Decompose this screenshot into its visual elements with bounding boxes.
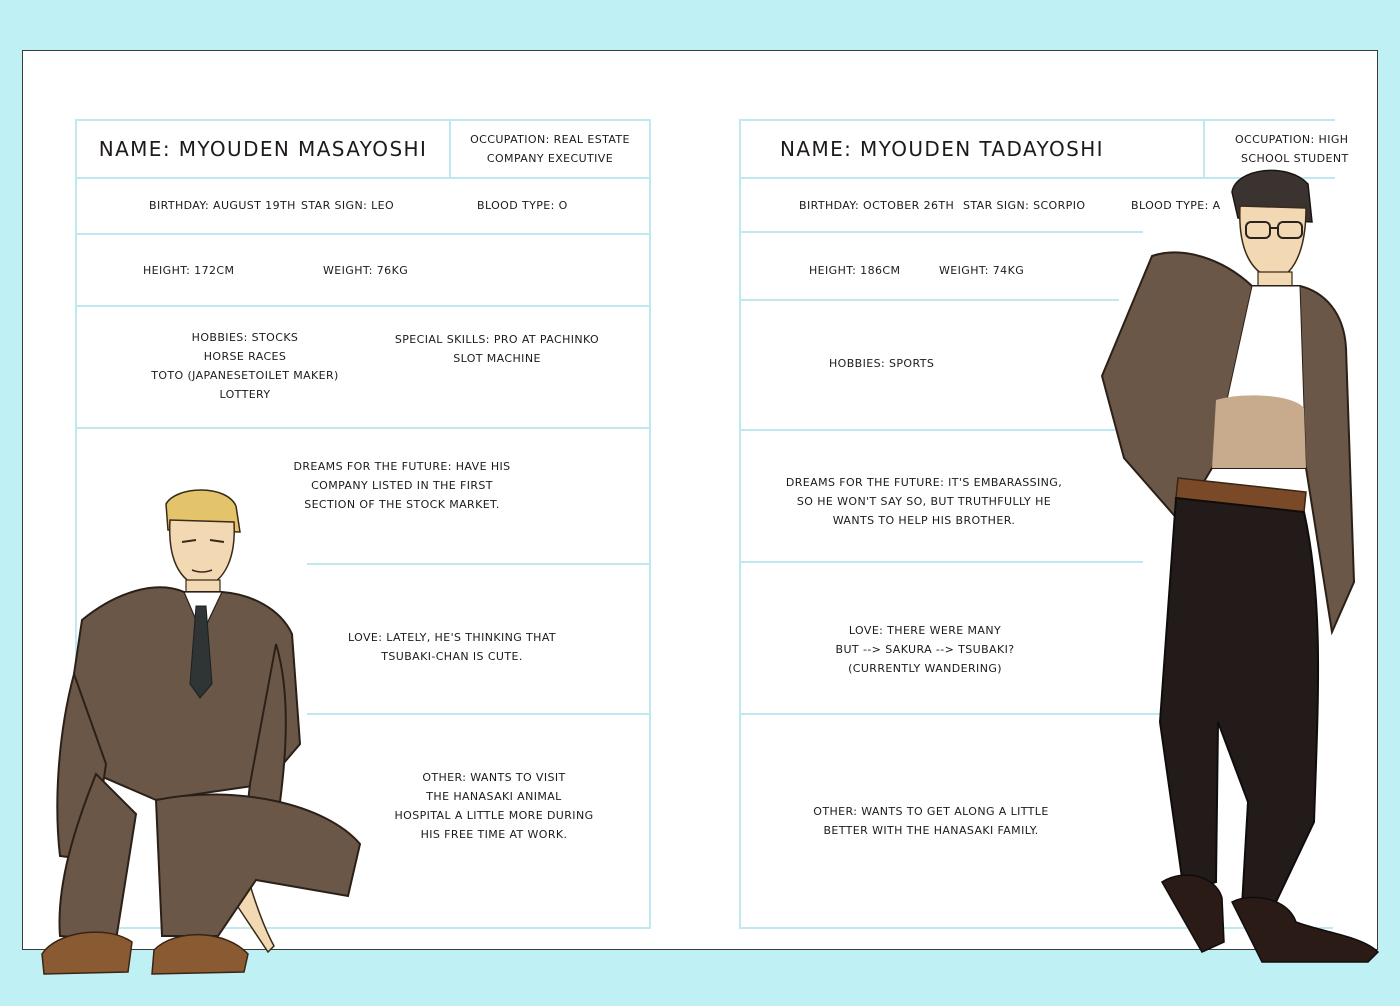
left-dreams-line: SECTION OF THE STOCK MARKET. <box>304 497 500 511</box>
left-dreams-line: DREAMS FOR THE FUTURE: HAVE HIS <box>293 459 511 473</box>
left-hobby-line: TOTO (JAPANESETOILET MAKER) <box>151 369 339 382</box>
right-love-line: LOVE: THERE WERE MANY <box>848 623 1002 637</box>
right-other-line: BETTER WITH THE HANASAKI FAMILY. <box>823 824 1039 837</box>
left-hobby-line: LOTTERY <box>219 388 271 401</box>
left-name: NAME: MYOUDEN MASAYOSHI <box>98 137 428 161</box>
left-star-sign: STAR SIGN: LEO <box>301 199 395 212</box>
left-other-line: THE HANASAKI ANIMAL <box>426 790 562 803</box>
right-other-line: OTHER: WANTS TO GET ALONG A LITTLE <box>813 805 1049 818</box>
left-skill-line: SPECIAL SKILLS: PRO AT PACHINKO <box>394 333 600 346</box>
left-love-line: TSUBAKI-CHAN IS CUTE. <box>381 650 523 663</box>
right-blood-type: BLOOD TYPE: A <box>1131 199 1221 212</box>
right-love-line: BUT --> SAKURA --> TSUBAKI? <box>835 642 1015 656</box>
left-height: HEIGHT: 172CM <box>143 264 235 277</box>
right-birthday: BIRTHDAY: OCTOBER 26TH <box>799 199 955 212</box>
left-skill-line: SLOT MACHINE <box>453 352 541 365</box>
tadayoshi-illustration <box>1092 162 1388 974</box>
left-hobby-line: HORSE RACES <box>203 350 287 363</box>
left-dreams-line: COMPANY LISTED IN THE FIRST <box>311 478 493 492</box>
right-name: NAME: MYOUDEN TADAYOSHI <box>780 137 1104 161</box>
right-star-sign: STAR SIGN: SCORPIO <box>963 199 1086 212</box>
left-other-line: OTHER: WANTS TO VISIT <box>422 771 566 784</box>
right-weight: WEIGHT: 74KG <box>939 264 1025 277</box>
right-occupation-line: OCCUPATION: HIGH <box>1235 133 1349 146</box>
right-occupation-line: SCHOOL STUDENT <box>1241 152 1349 165</box>
right-dreams-line: WANTS TO HELP HIS BROTHER. <box>832 513 1016 527</box>
right-love-line: (CURRENTLY WANDERING) <box>848 661 1002 675</box>
left-occupation-line: COMPANY EXECUTIVE <box>486 152 614 165</box>
left-other-line: HOSPITAL A LITTLE MORE DURING <box>394 809 594 822</box>
left-love-line: LOVE: LATELY, HE'S THINKING THAT <box>347 631 557 644</box>
right-height: HEIGHT: 186CM <box>809 264 901 277</box>
left-hobby-line: HOBBIES: STOCKS <box>191 331 299 344</box>
left-occupation-line: OCCUPATION: REAL ESTATE <box>470 133 630 146</box>
left-weight: WEIGHT: 76KG <box>323 264 409 277</box>
right-dreams-line: DREAMS FOR THE FUTURE: IT'S EMBARASSING, <box>785 475 1063 489</box>
left-blood-type: BLOOD TYPE: O <box>477 199 568 212</box>
right-hobbies: HOBBIES: SPORTS <box>829 357 935 370</box>
left-birthday: BIRTHDAY: AUGUST 19TH <box>149 199 296 212</box>
masayoshi-illustration <box>36 484 372 984</box>
left-other-line: HIS FREE TIME AT WORK. <box>420 828 568 841</box>
right-dreams-line: SO HE WON'T SAY SO, BUT TRUTHFULLY HE <box>796 494 1052 508</box>
